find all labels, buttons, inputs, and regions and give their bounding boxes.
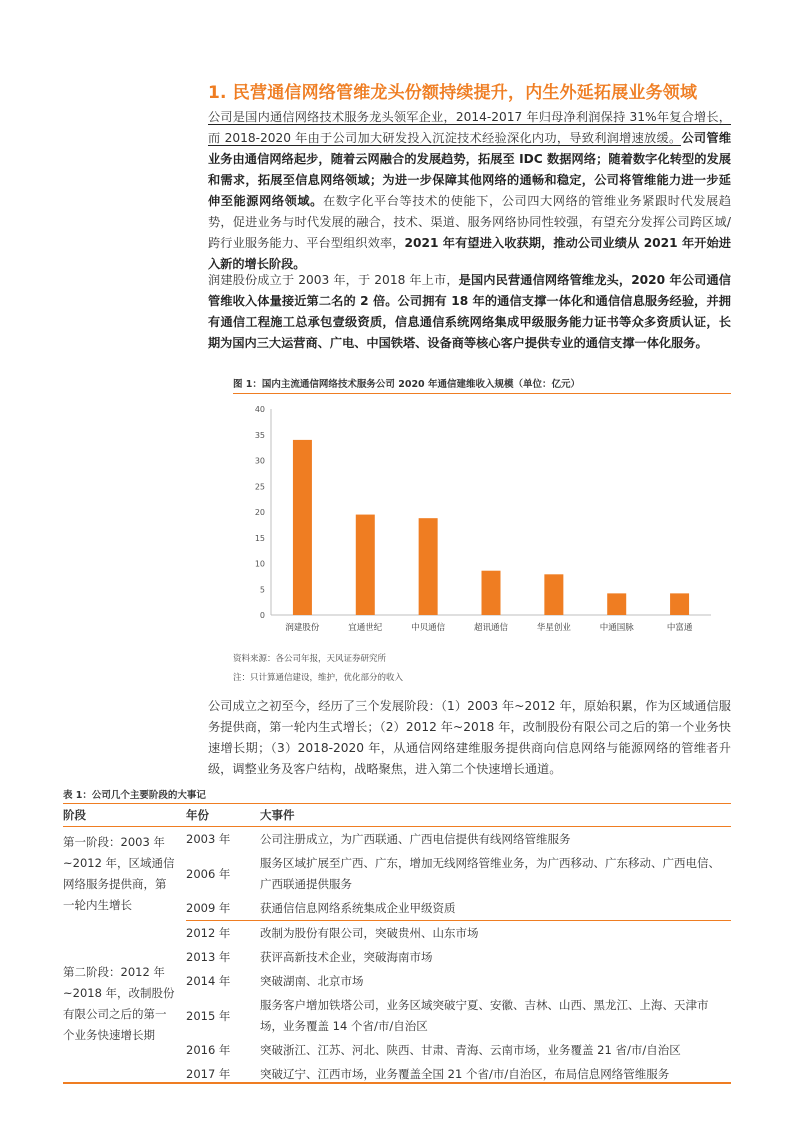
y-tick-label: 35 bbox=[254, 430, 265, 440]
year-cell: 2013 年 bbox=[186, 950, 231, 964]
figure-source: 资料来源：各公司年报，天风证券研究所 bbox=[233, 654, 387, 664]
milestones-table bbox=[63, 803, 731, 1086]
x-tick-label: 超讯通信 bbox=[473, 623, 509, 633]
year-cell: 2014 年 bbox=[186, 974, 231, 988]
x-tick-label: 中富通 bbox=[666, 623, 693, 633]
event-cell: 突破辽宁、江西市场，业务覆盖全国 21 个省/市/自治区，布局信息网络管维服务 bbox=[260, 1067, 670, 1081]
company-paragraph bbox=[208, 270, 731, 354]
y-tick-label: 10 bbox=[254, 559, 265, 569]
bar-5 bbox=[544, 574, 563, 615]
figure-divider bbox=[233, 393, 731, 394]
event-cell: 获通信信息网络系统集成企业甲级资质 bbox=[260, 896, 731, 921]
figure-title: 图 1：国内主流通信网络技术服务公司 2020 年通信建维收入规模（单位：亿元） bbox=[233, 379, 580, 390]
table-header-row bbox=[63, 804, 731, 827]
intro-paragraph bbox=[208, 107, 731, 275]
y-tick-label: 30 bbox=[254, 456, 265, 466]
bar-2 bbox=[356, 515, 375, 615]
year-cell: 2012 年 bbox=[186, 926, 231, 940]
x-tick-label: 中贝通信 bbox=[411, 623, 446, 633]
bar-chart bbox=[233, 397, 731, 642]
year-cell: 2016 年 bbox=[186, 1043, 231, 1057]
bar-3 bbox=[419, 518, 438, 615]
figure-note: 注：只计算通信建设，维护，优化部分的收入 bbox=[233, 673, 404, 683]
event-cell: 突破浙江、江苏、河北、陕西、甘肃、青海、云南市场，业务覆盖 21 省/市/自治区 bbox=[260, 1043, 681, 1057]
year-cell: 2003 年 bbox=[186, 832, 231, 846]
bar-4 bbox=[482, 571, 501, 615]
stage-cell: 第一阶段：2003 年~2012 年，区域通信网络服务提供商，第一轮内生增长 bbox=[63, 835, 175, 913]
event-cell: 公司注册成立，为广西联通、广西电信提供有线网络管维服务 bbox=[260, 832, 571, 846]
table-title: 表 1：公司几个主要阶段的大事记 bbox=[63, 790, 206, 801]
bold-sentence-2: 2021 年有望进入收获期，推动公司业绩从 2021 年开始进入新的增长阶段。 bbox=[208, 236, 731, 271]
event-cell: 获评高新技术企业，突破海南市场 bbox=[260, 950, 433, 964]
bar-6 bbox=[607, 593, 626, 615]
bold-sentence: 公司管维业务由通信网络起步，随着云网融合的发展趋势，拓展至 IDC 数据网络；随着数字化转型的发展和需求，拓展至信息网络领域；为进一步保障其他网络的通畅和稳定，公司将管维能力进一步延伸至能源网络领域。 bbox=[208, 131, 732, 208]
plain-sentence: 在数字化平台等技术的使能下，公司四大网络的管维业务紧跟时代发展趋势，促进业务与时代发展的融合，技术、渠道、服务网络协同性较强，有望充分发挥公司跨区域/跨行业服务能力、平台型组织效率， bbox=[208, 194, 732, 250]
event-cell: 服务区域扩展至广西、广东，增加无线网络管维业务，为广西移动、广东移动、广西电信、广西联通提供服务 bbox=[260, 856, 720, 891]
x-tick-label: 华星创业 bbox=[536, 623, 571, 633]
table-row bbox=[63, 827, 731, 852]
year-cell: 2017 年 bbox=[186, 1067, 231, 1081]
event-cell: 突破湖南、北京市场 bbox=[260, 974, 364, 988]
bar-1 bbox=[293, 440, 312, 615]
y-tick-label: 0 bbox=[259, 611, 265, 620]
y-tick-label: 20 bbox=[254, 508, 265, 517]
stages-paragraph: 公司成立之初至今，经历了三个发展阶段：（1）2003 年~2012 年，原始积累，作为区域通信服务提供商，第一轮内生式增长；（2）2012 年~2018 年，改制股份有限公司之后的第一个业务快速增长期；（3）2018-2020 年，从通信网络建维服务提供商向信息网络与能源网络的管维者升级，调整业务及客户结构，战略聚焦，进入第二个快速增长通道。 bbox=[208, 699, 731, 776]
y-tick-label: 5 bbox=[259, 585, 265, 595]
x-tick-label: 宜通世纪 bbox=[348, 623, 383, 633]
year-cell: 2009 年 bbox=[186, 896, 260, 921]
bold-sentence: 是国内民营通信网络管维龙头，2020 年公司通信管维收入体量接近第二名的 2 倍。公司拥有 18 年的通信支撑一体化和通信信息服务经验，并拥有通信工程施工总承包壹级资质，信息通信系统网络集成甲级服务能力证书等众多资质认证，长期为国内三大运营商、广电、中国铁塔、设备商等核心客户提供专业的通信支撑一体化服务。 bbox=[208, 273, 731, 350]
event-cell: 服务客户增加铁塔公司，业务区域突破宁夏、安徽、吉林、山西、黑龙江、上海、天津市场，业务覆盖 14 个省/市/自治区 bbox=[260, 998, 709, 1033]
plain-sentence: 润建股份成立于 2003 年，于 2018 年上市， bbox=[208, 273, 459, 287]
x-tick-label: 润建股份 bbox=[285, 623, 320, 633]
section-heading: 1. 民营通信网络管维龙头份额持续提升，内生外延拓展业务领域 bbox=[208, 83, 698, 103]
year-cell: 2015 年 bbox=[186, 1008, 231, 1023]
x-tick-label: 中通国脉 bbox=[599, 623, 634, 633]
y-tick-label: 40 bbox=[254, 405, 265, 414]
stage-cell: 第二阶段：2012 年~2018 年，改制股份有限公司之后的第一个业务快速增长期 bbox=[63, 964, 175, 1042]
event-cell: 改制为股份有限公司，突破贵州、山东市场 bbox=[260, 926, 479, 940]
y-tick-label: 15 bbox=[254, 533, 265, 543]
header-stage: 阶段 bbox=[63, 804, 186, 827]
table-row bbox=[63, 921, 731, 946]
header-year: 年份 bbox=[186, 804, 260, 827]
footer-divider bbox=[63, 1082, 731, 1084]
header-event: 大事件 bbox=[260, 804, 731, 827]
year-cell: 2006 年 bbox=[186, 866, 231, 881]
bar-7 bbox=[670, 593, 689, 615]
underlined-sentence: 公司是国内通信网络技术服务龙头领军企业，2014-2017 年归母净利润保持 31%年复合增长，而 2018-2020 年由于公司加大研发投入沉淀技术经验深化内功，导致利润增速放缓。 bbox=[208, 110, 731, 145]
y-tick-label: 25 bbox=[254, 482, 265, 492]
